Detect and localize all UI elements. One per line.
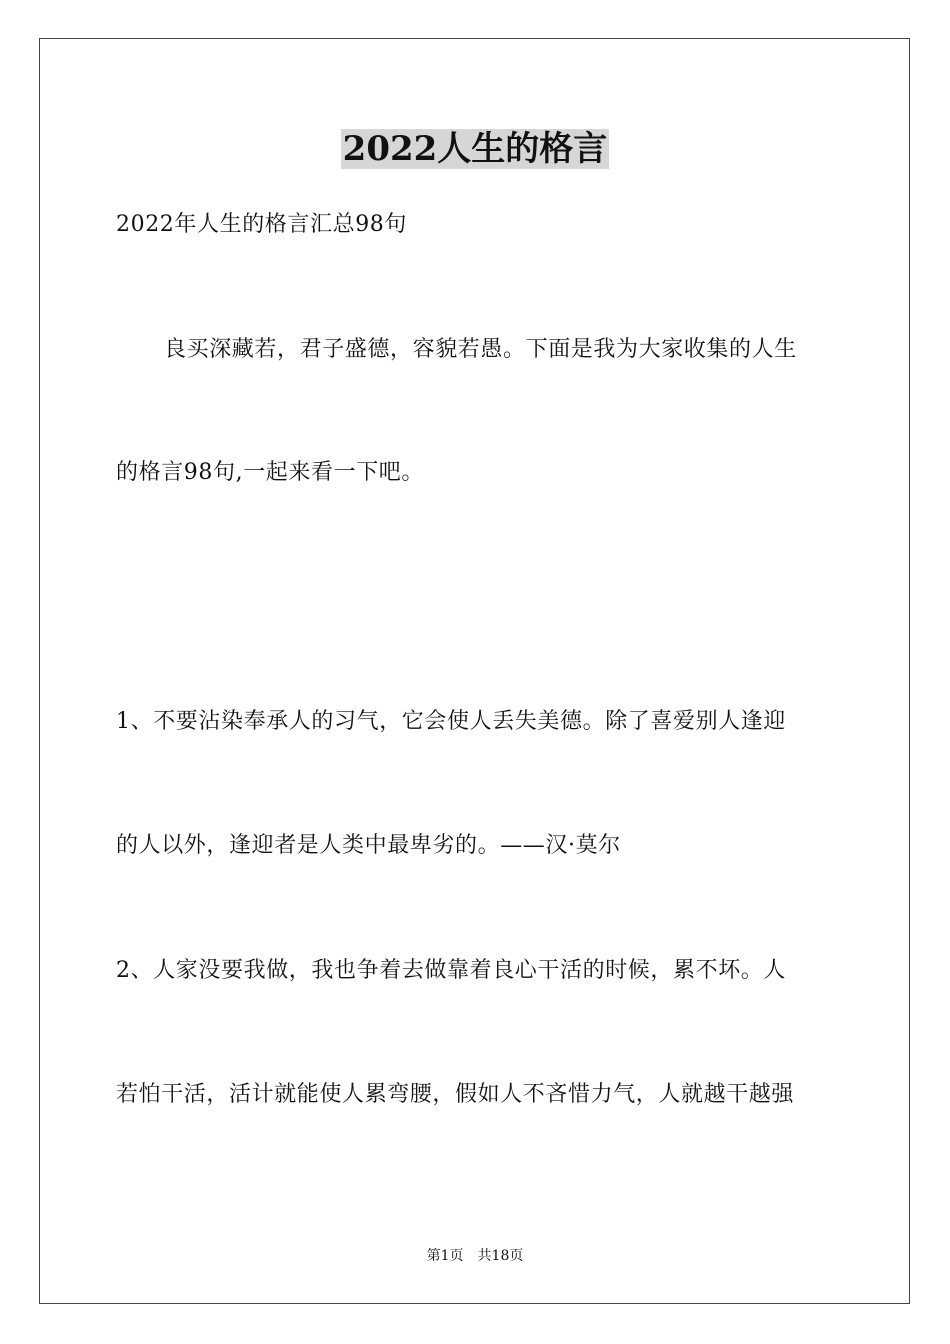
intro-line-2: 的格言98句,一起来看一下吧。 (116, 460, 424, 485)
item-2-line-2: 若怕干活，活计就能使人累弯腰，假如人不吝惜力气，人就越干越强 (116, 1082, 795, 1107)
page-number-footer: 第1页 共18页 (426, 1248, 524, 1264)
document-title (0, 127, 950, 171)
item-1-line-1: 1、不要沾染奉承人的习气，它会使人丢失美德。除了喜爱别人逢迎 (116, 709, 786, 734)
item-1-line-2: 的人以外，逢迎者是人类中最卑劣的。——汉·莫尔 (116, 833, 621, 858)
document-subtitle: 2022年人生的格言汇总98句 (116, 212, 407, 237)
document-title-text: 2022人生的格言 (342, 129, 608, 169)
item-2-line-1: 2、人家没要我做，我也争着去做靠着良心干活的时候，累不坏。人 (116, 958, 786, 983)
intro-line-1: 良买深藏若，君子盛德，容貌若愚。下面是我为大家收集的人生 (164, 337, 797, 362)
